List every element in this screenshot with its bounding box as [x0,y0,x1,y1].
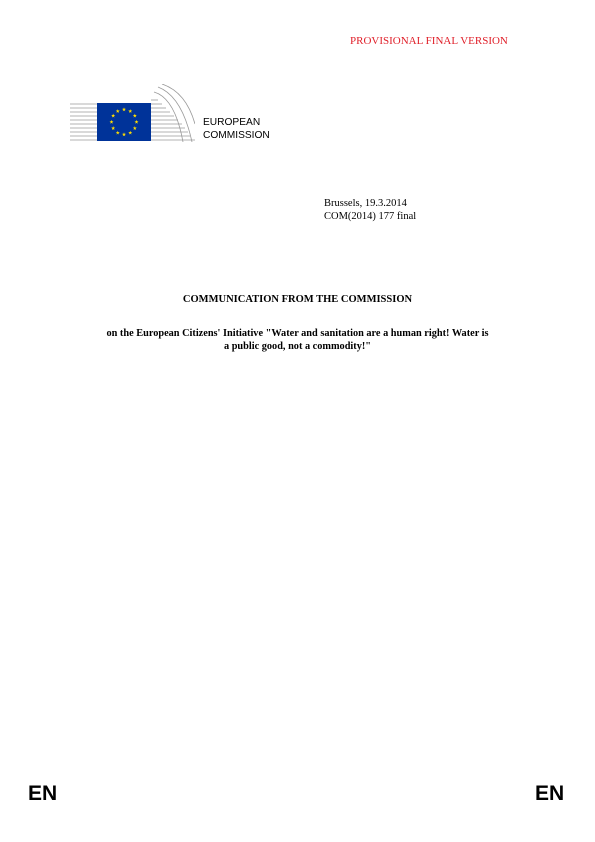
document-number: COM(2014) 177 final [324,211,417,222]
wordmark-line-2: COMMISSION [203,130,270,141]
reference-block [324,197,416,223]
provisional-version-label: PROVISIONAL FINAL VERSION [350,35,508,47]
european-commission-logo [70,84,195,142]
document-subtitle [70,327,525,353]
document-title: COMMUNICATION FROM THE COMMISSION [182,294,413,305]
subtitle-line-1: on the European Citizens' Initiative "Water and sanitation are a human right! Water is [106,328,489,339]
european-commission-wordmark [203,116,270,142]
language-code-right: EN [535,782,565,805]
wordmark-line-1: EUROPEAN [203,117,261,128]
subtitle-line-2: a public good, not a commodity!" [223,341,372,352]
berlaymont-flag-icon [70,84,195,142]
place-and-date: Brussels, 19.3.2014 [324,198,407,209]
language-code-left: EN [28,782,58,805]
